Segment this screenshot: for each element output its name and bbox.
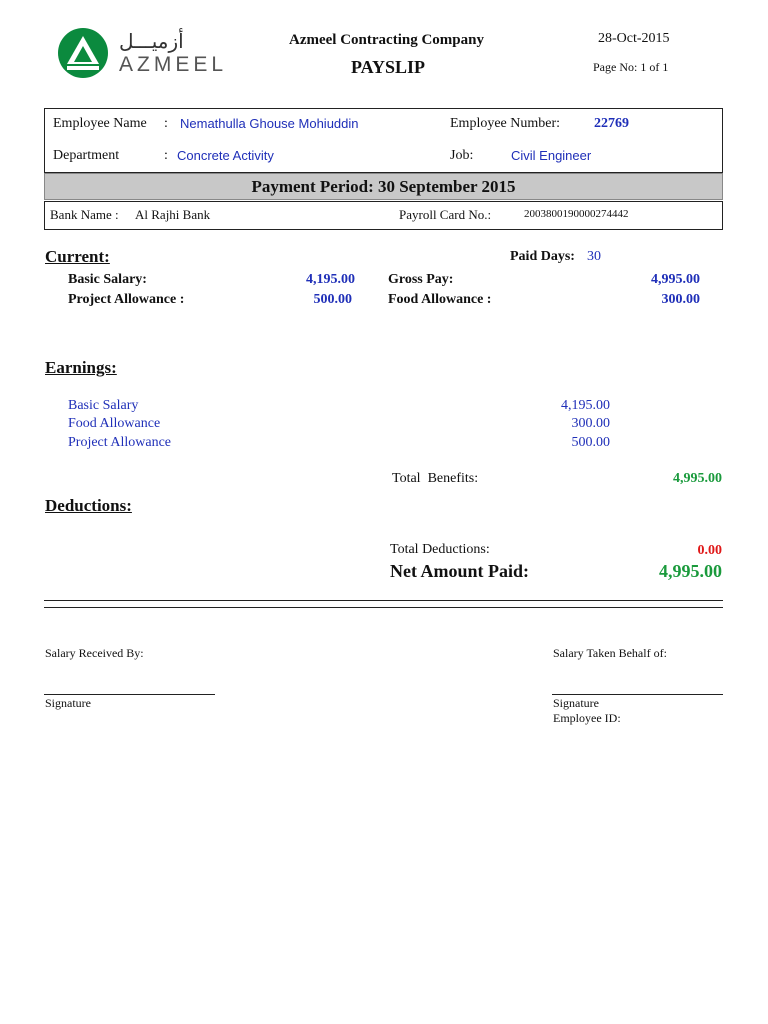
employee-number-label: Employee Number: [450,116,561,131]
department-label: Department [53,148,120,163]
company-logo [57,27,237,83]
payslip-date: 28-Oct-2015 [598,31,670,46]
earnings-heading: Earnings: [45,358,117,377]
earning-amount: 500.00 [571,435,610,450]
total-deductions-value: 0.00 [697,543,722,558]
payroll-card-value: 2003800190000274442 [524,208,629,220]
paid-days-label: Paid Days: [510,249,575,264]
earning-amount: 4,195.00 [561,398,610,413]
signature-line-left [44,694,215,695]
total-deductions-label: Total Deductions: [390,542,490,557]
azmeel-logo-icon [57,27,109,79]
employee-id-label: Employee ID: [553,711,621,725]
company-name: Azmeel Contracting Company [289,32,484,48]
basic-salary-value: 4,195.00 [306,272,355,287]
payslip-title: PAYSLIP [351,57,426,77]
basic-salary-label: Basic Salary: [68,272,147,287]
employee-number-value: 22769 [594,116,629,131]
salary-taken-label: Salary Taken Behalf of: [553,646,667,660]
salary-received-label: Salary Received By: [45,646,144,660]
net-amount-value: 4,995.00 [659,561,722,581]
bank-name-label: Bank Name : [50,207,119,222]
project-allowance-value: 500.00 [313,292,352,307]
project-allowance-label: Project Allowance : [68,292,185,307]
payment-period-bar [44,173,723,200]
department-value: Concrete Activity [177,148,274,163]
bank-name-value: Al Rajhi Bank [135,207,211,222]
job-label: Job: [450,148,474,163]
current-heading: Current: [45,247,110,266]
separator-line [44,600,723,601]
earning-amount: 300.00 [571,416,610,431]
logo-latin-text: AZMEEL [119,53,228,76]
gross-pay-value: 4,995.00 [651,272,700,287]
paid-days-value: 30 [587,249,601,264]
employee-name-value: Nemathulla Ghouse Mohiuddin [180,116,359,131]
net-amount-label: Net Amount Paid: [390,561,529,581]
total-benefits-value: 4,995.00 [673,471,722,486]
gross-pay-label: Gross Pay: [388,272,454,287]
food-allowance-value: 300.00 [661,292,700,307]
food-allowance-label: Food Allowance : [388,292,492,307]
earning-label: Basic Salary [68,398,139,413]
department-separator: : [164,148,168,163]
job-value: Civil Engineer [511,148,592,163]
logo-arabic-text: أزميـــل [119,31,184,53]
earning-label: Project Allowance [68,435,172,450]
deductions-heading: Deductions: [45,496,132,515]
total-benefits-label: Total Benefits: [392,471,479,486]
page-number: Page No: 1 of 1 [593,60,669,74]
earning-label: Food Allowance [68,416,161,431]
employee-name-label: Employee Name [53,116,147,131]
payment-period-label: Payment Period: 30 September 2015 [251,177,516,196]
signature-left-label: Signature [45,696,91,710]
signature-right-label: Signature [553,696,599,710]
signature-line-right [552,694,723,695]
payroll-card-label: Payroll Card No.: [399,207,492,222]
separator-line [44,607,723,608]
employee-name-separator: : [164,116,168,131]
